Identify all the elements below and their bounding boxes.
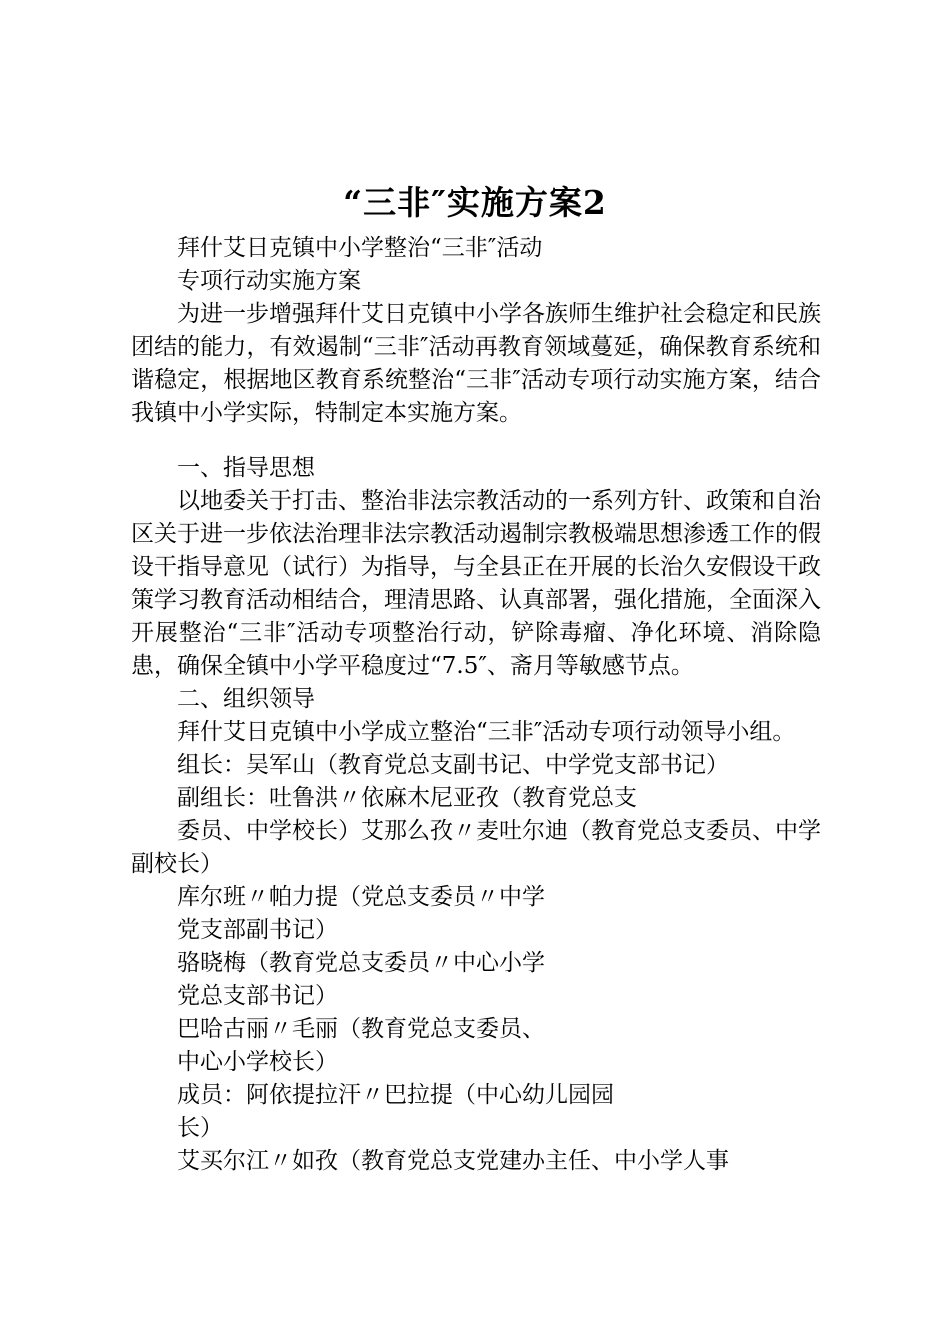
paragraph-member-3-cont: 中心小学校长） — [177, 1049, 338, 1075]
paragraph-plan-name: 专项行动实施方案 — [177, 268, 361, 294]
paragraph-guiding-ideology: 以地委关于打击、整治非法宗教活动的一系列方针、政策和自治区关于进一步依法治理非法宗教活动遏制宗教极端思想渗透工作的假设干指导意见（试行）为指导，与全县正在开展的长治久安假设干政策学习教育活动相结合，理清思路、认真部署，强化措施，全面深入开展整治“三非″活动专项整治行动，铲除毒瘤、净化环境、消除隐患，确保全镇中小学平稳度过“7.5″、斋月等敏感节点。 — [131, 488, 821, 679]
document-body — [131, 232, 821, 1178]
paragraph-deputy-leader-cont: 委员、中学校长）艾那么孜〃麦吐尔迪（教育党总支委员、中学副校长） — [131, 818, 821, 877]
document-title: “三非″实施方案2 — [343, 183, 607, 222]
paragraph-members: 成员：阿依提拉汗〃巴拉提（中心幼儿园园 — [177, 1082, 614, 1108]
paragraph-member-1-cont: 党支部副书记） — [177, 917, 338, 943]
paragraph-intro: 为进一步增强拜什艾日克镇中小学各族师生维护社会稳定和民族团结的能力，有效遏制“三非″活动再教育领域蔓延，确保教育系统和谐稳定，根据地区教育系统整治“三非″活动专项行动实施方案，结合我镇中小学实际，特制定本实施方案。 — [131, 301, 821, 426]
heading-guiding-ideology: 一、指导思想 — [177, 455, 315, 481]
paragraph-leader: 组长：吴军山（教育党总支副书记、中学党支部书记） — [177, 752, 729, 778]
paragraph-member-2-cont: 党总支部书记） — [177, 983, 338, 1009]
heading-organization: 二、组织领导 — [177, 686, 315, 712]
paragraph-deputy-leader: 副组长：吐鲁洪〃依麻木尼亚孜（教育党总支 — [177, 785, 637, 811]
paragraph-member-1: 库尔班〃帕力提（党总支委员〃中学 — [177, 884, 545, 910]
paragraph-school-name: 拜什艾日克镇中小学整治“三非″活动 — [177, 235, 543, 261]
paragraph-members-cont: 长） — [177, 1115, 223, 1141]
paragraph-member-2: 骆晓梅（教育党总支委员〃中心小学 — [177, 950, 545, 976]
paragraph-member-4: 艾买尔江〃如孜（教育党总支党建办主任、中小学人事 — [177, 1148, 729, 1174]
paragraph-organization: 拜什艾日克镇中小学成立整治“三非″活动专项行动领导小组。 — [177, 719, 796, 745]
paragraph-spacer — [131, 430, 821, 452]
paragraph-member-3: 巴哈古丽〃毛丽（教育党总支委员、 — [177, 1016, 545, 1042]
